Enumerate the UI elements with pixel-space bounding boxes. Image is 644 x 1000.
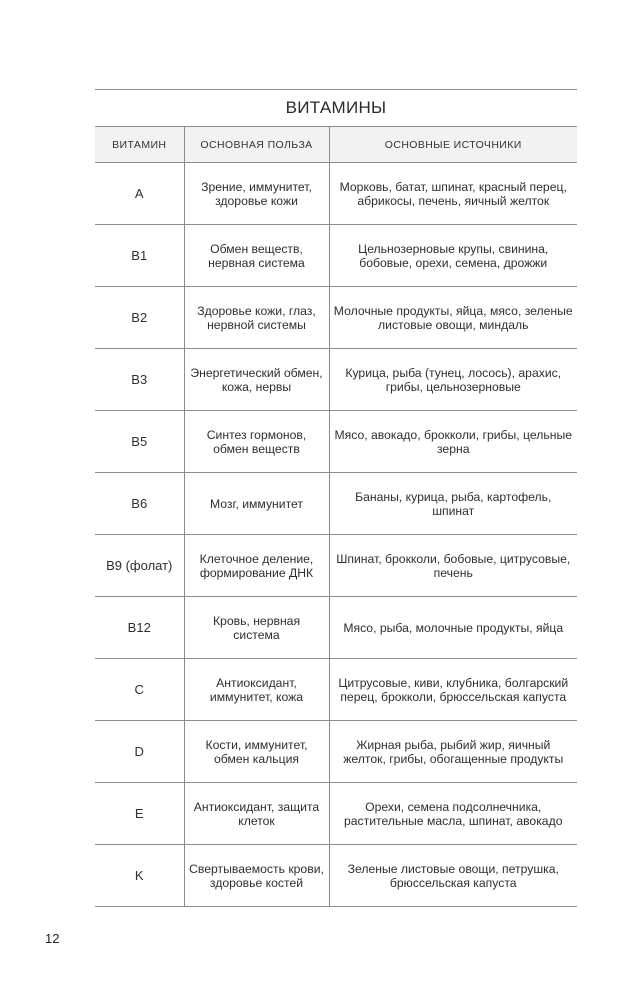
vitamin-cell: B2 (95, 287, 184, 349)
table-row (95, 721, 577, 783)
sources-cell: Молочные продукты, яйца, мясо, зеленые листовые овощи, миндаль (329, 287, 577, 349)
sources-cell: Бананы, курица, рыба, картофель, шпинат (329, 473, 577, 535)
benefit-cell: Свертываемость крови, здоровье костей (184, 845, 329, 907)
vitamins-table-block (95, 89, 577, 907)
benefit-cell: Антиоксидант, иммунитет, кожа (184, 659, 329, 721)
benefit-cell: Синтез гормонов, обмен веществ (184, 411, 329, 473)
vitamin-cell: B1 (95, 225, 184, 287)
sources-cell: Цитрусовые, киви, клубника, болгарский перец, брокколи, брюссельская капуста (329, 659, 577, 721)
sources-cell: Морковь, батат, шпинат, красный перец, абрикосы, печень, яичный желток (329, 163, 577, 225)
vitamin-cell: D (95, 721, 184, 783)
vitamin-cell: B12 (95, 597, 184, 659)
table-row (95, 287, 577, 349)
table-row (95, 225, 577, 287)
vitamin-cell: B5 (95, 411, 184, 473)
table-row (95, 535, 577, 597)
sources-cell: Цельнозерновые крупы, свинина, бобовые, орехи, семена, дрожжи (329, 225, 577, 287)
vitamin-cell: C (95, 659, 184, 721)
vitamin-cell: B6 (95, 473, 184, 535)
vitamin-cell: E (95, 783, 184, 845)
benefit-cell: Кости, иммунитет, обмен кальция (184, 721, 329, 783)
table-row (95, 597, 577, 659)
sources-cell: Курица, рыба (тунец, лосось), арахис, грибы, цельнозерновые (329, 349, 577, 411)
sources-cell: Шпинат, брокколи, бобовые, цитрусовые, печень (329, 535, 577, 597)
column-header-vitamin: ВИТАМИН (95, 127, 184, 163)
table-row (95, 349, 577, 411)
benefit-cell: Энергетический обмен, кожа, нервы (184, 349, 329, 411)
table-row (95, 163, 577, 225)
benefit-cell: Антиоксидант, защита клеток (184, 783, 329, 845)
vitamin-cell: B3 (95, 349, 184, 411)
benefit-cell: Клеточное деление, формирование ДНК (184, 535, 329, 597)
sources-cell: Мясо, авокадо, брокколи, грибы, цельные зерна (329, 411, 577, 473)
sources-cell: Зеленые листовые овощи, петрушка, брюссельская капуста (329, 845, 577, 907)
benefit-cell: Обмен веществ, нервная система (184, 225, 329, 287)
table-header-row (95, 127, 577, 163)
vitamins-table (95, 127, 577, 907)
vitamin-cell: K (95, 845, 184, 907)
benefit-cell: Зрение, иммунитет, здоровье кожи (184, 163, 329, 225)
vitamin-cell: B9 (фолат) (95, 535, 184, 597)
page-number: 12 (45, 931, 60, 946)
sources-cell: Мясо, рыба, молочные продукты, яйца (329, 597, 577, 659)
table-row (95, 659, 577, 721)
table-body (95, 163, 577, 907)
vitamin-cell: A (95, 163, 184, 225)
benefit-cell: Здоровье кожи, глаз, нервной системы (184, 287, 329, 349)
column-header-benefit: ОСНОВНАЯ ПОЛЬЗА (184, 127, 329, 163)
sources-cell: Орехи, семена подсолнечника, растительные масла, шпинат, авокадо (329, 783, 577, 845)
table-row (95, 411, 577, 473)
benefit-cell: Кровь, нервная система (184, 597, 329, 659)
table-row (95, 845, 577, 907)
table-row (95, 783, 577, 845)
table-title: ВИТАМИНЫ (95, 90, 577, 127)
benefit-cell: Мозг, иммунитет (184, 473, 329, 535)
sources-cell: Жирная рыба, рыбий жир, яичный желток, грибы, обогащенные продукты (329, 721, 577, 783)
table-row (95, 473, 577, 535)
column-header-sources: ОСНОВНЫЕ ИСТОЧНИКИ (329, 127, 577, 163)
